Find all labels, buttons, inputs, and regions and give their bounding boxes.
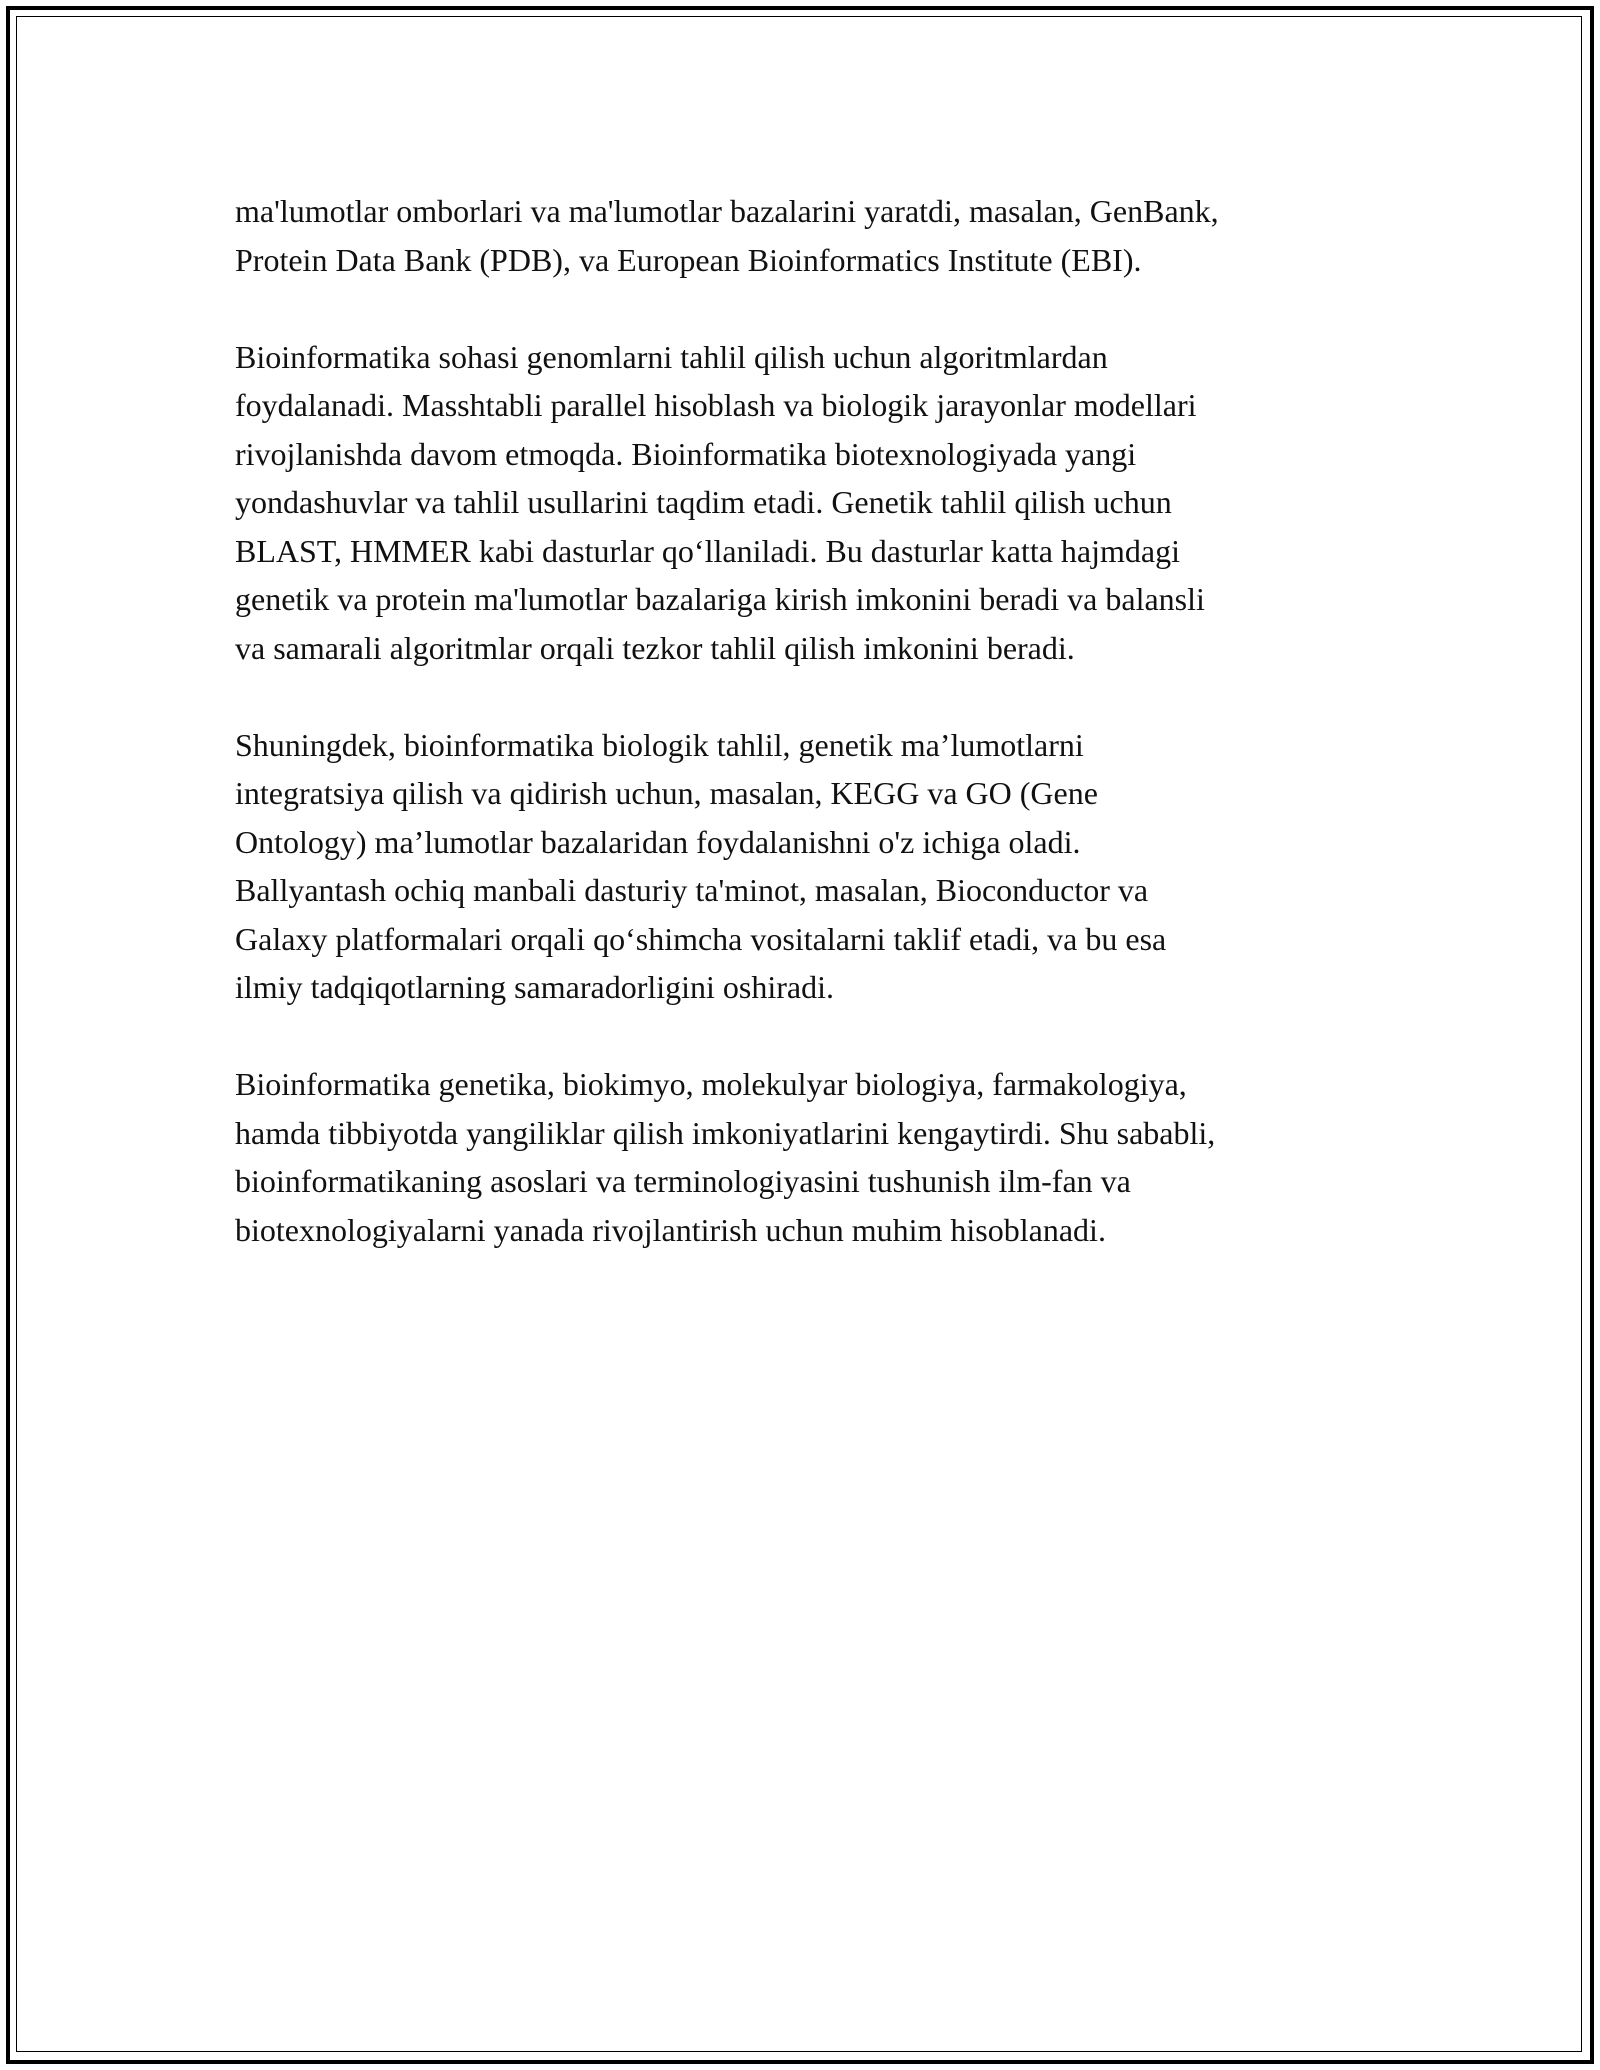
- text-line: genetik va protein ma'lumotlar bazalariga kirish imkonini beradi va balansli: [235, 581, 1205, 617]
- text-line: va samarali algoritmlar orqali tezkor tahlil qilish imkonini beradi.: [235, 629, 1075, 666]
- text-line: Shuningdek, bioinformatika biologik tahlil, genetik ma’lumotlarni: [235, 726, 1084, 763]
- text-line: foydalanadi. Masshtabli parallel hisoblash va biologik jarayonlar modellari: [235, 387, 1197, 423]
- text-line: hamda tibbiyotda yangiliklar qilish imkoniyatlarini kengaytirdi. Shu sababli,: [235, 1114, 1216, 1151]
- paragraph-2: [235, 333, 1375, 673]
- text-line: rivojlanishda davom etmoqda. Bioinformatika biotexnologiyada yangi: [235, 435, 1137, 472]
- text-line: ma'lumotlar omborlari va ma'lumotlar bazalarini yaratdi, masalan, GenBank,: [235, 193, 1219, 229]
- text-line: Protein Data Bank (PDB), va European Bioinformatics Institute (EBI).: [235, 241, 1142, 278]
- text-line: BLAST, HMMER kabi dasturlar qo‘llaniladi. Bu dasturlar katta hajmdagi: [235, 532, 1180, 569]
- text-line: Ballyantash ochiq manbali dasturiy ta'minot, masalan, Bioconductor va: [235, 872, 1149, 908]
- paragraph-1: [235, 187, 1375, 284]
- document-body: [235, 187, 1375, 1303]
- text-line: integratsiya qilish va qidirish uchun, masalan, KEGG va GO (Gene: [235, 775, 1098, 811]
- text-line: yondashuvlar va tahlil usullarini taqdim etadi. Genetik tahlil qilish uchun: [235, 484, 1172, 520]
- text-line: bioinformatikaning asoslari va terminologiyasini tushunish ilm-fan va: [235, 1163, 1131, 1199]
- text-line: Galaxy platformalari orqali qo‘shimcha vositalarni taklif etadi, va bu esa: [235, 920, 1167, 957]
- paragraph-4: [235, 1060, 1375, 1254]
- text-line: ilmiy tadqiqotlarning samaradorligini oshiradi.: [235, 969, 834, 1005]
- text-line: Ontology) ma’lumotlar bazalaridan foydalanishni o'z ichiga oladi.: [235, 823, 1081, 860]
- text-line: biotexnologiyalarni yanada rivojlantirish uchun muhim hisoblanadi.: [235, 1211, 1106, 1248]
- text-line: Bioinformatika genetika, biokimyo, molekulyar biologiya, farmakologiya,: [235, 1066, 1187, 1102]
- paragraph-3: [235, 721, 1375, 1012]
- text-line: Bioinformatika sohasi genomlarni tahlil qilish uchun algoritmlardan: [235, 338, 1108, 375]
